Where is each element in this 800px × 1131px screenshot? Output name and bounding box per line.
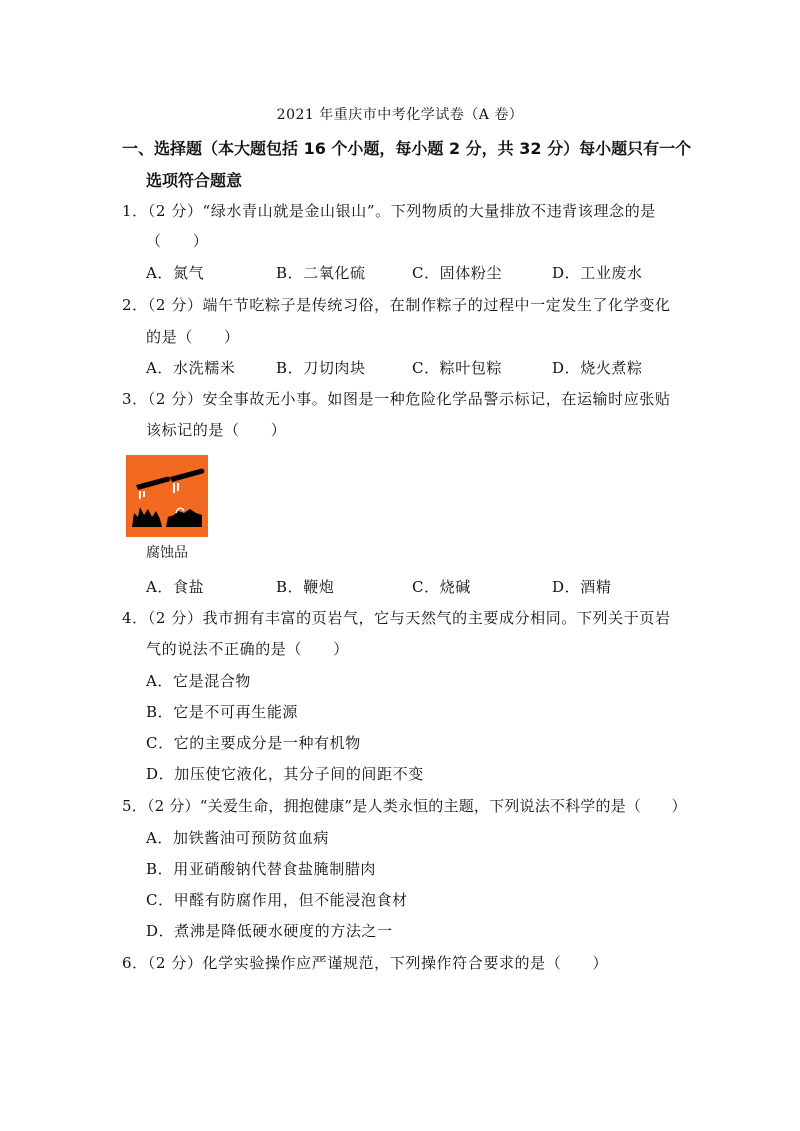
sign-label: 腐蚀品 <box>146 545 188 561</box>
question-3-option-b: B．鞭炮 <box>276 578 335 596</box>
question-1-option-b: B．二氧化硫 <box>276 264 366 282</box>
question-2-option-a: A．水洗糯米 <box>146 359 236 377</box>
question-6-stem: 6．（2 分）化学实验操作应严谨规范，下列操作符合要求的是（ ） <box>122 954 609 972</box>
question-4-stem: 4．（2 分）我市拥有丰富的页岩气，它与天然气的主要成分相同。下列关于页岩 <box>122 609 671 627</box>
question-2-option-c: C．粽叶包粽 <box>412 359 503 377</box>
question-2-option-b: B．刀切肉块 <box>276 359 366 377</box>
question-3-option-d: D．酒精 <box>552 578 612 596</box>
question-2-option-d: D．烧火煮粽 <box>552 359 643 377</box>
question-3-stem: 3．（2 分）安全事故无小事。如图是一种危险化学品警示标记，在运输时应张贴 <box>122 390 671 408</box>
question-3-option-c: C．烧碱 <box>412 578 471 596</box>
question-1-option-d: D．工业废水 <box>552 264 643 282</box>
corrosive-icon <box>126 455 208 537</box>
question-3-option-a: A．食盐 <box>146 578 205 596</box>
question-2-stem: 2．（2 分）端午节吃粽子是传统习俗，在制作粽子的过程中一定发生了化学变化 <box>122 296 671 314</box>
question-5-option-c: C．甲醛有防腐作用，但不能浸泡食材 <box>146 891 408 909</box>
section-heading-cont: 选项符合题意 <box>146 171 243 190</box>
question-4-option-b: B．它是不可再生能源 <box>146 703 299 721</box>
question-4-stem-cont: 气的说法不正确的是（ ） <box>146 640 349 658</box>
page-title: 2021 年重庆市中考化学试卷（A 卷） <box>276 107 524 123</box>
section-heading: 一、选择题（本大题包括 16 个小题，每小题 2 分，共 32 分）每小题只有一个 <box>122 139 692 158</box>
question-5-option-d: D．煮沸是降低硬水硬度的方法之一 <box>146 922 393 940</box>
question-4-option-c: C．它的主要成分是一种有机物 <box>146 734 361 752</box>
question-1-option-c: C．固体粉尘 <box>412 264 503 282</box>
question-4-option-d: D．加压使它液化，其分子间的间距不变 <box>146 765 424 783</box>
question-5-stem: 5．（2 分）“关爱生命，拥抱健康”是人类永恒的主题，下列说法不科学的是（ ） <box>122 797 687 815</box>
question-1-stem: 1．（2 分）“绿水青山就是金山银山”。下列物质的大量排放不违背该理念的是 <box>122 202 656 220</box>
corrosive-hazard-sign <box>126 455 208 537</box>
question-3-stem-cont: 该标记的是（ ） <box>146 421 287 439</box>
question-5-option-a: A．加铁酱油可预防贫血病 <box>146 829 330 847</box>
question-1-option-a: A．氮气 <box>146 264 205 282</box>
question-5-option-b: B．用亚硝酸钠代替食盐腌制腊肉 <box>146 860 377 878</box>
question-2-stem-cont: 的是（ ） <box>146 328 240 346</box>
question-1-stem-cont: （ ） <box>146 232 209 250</box>
question-4-option-a: A．它是混合物 <box>146 672 252 690</box>
